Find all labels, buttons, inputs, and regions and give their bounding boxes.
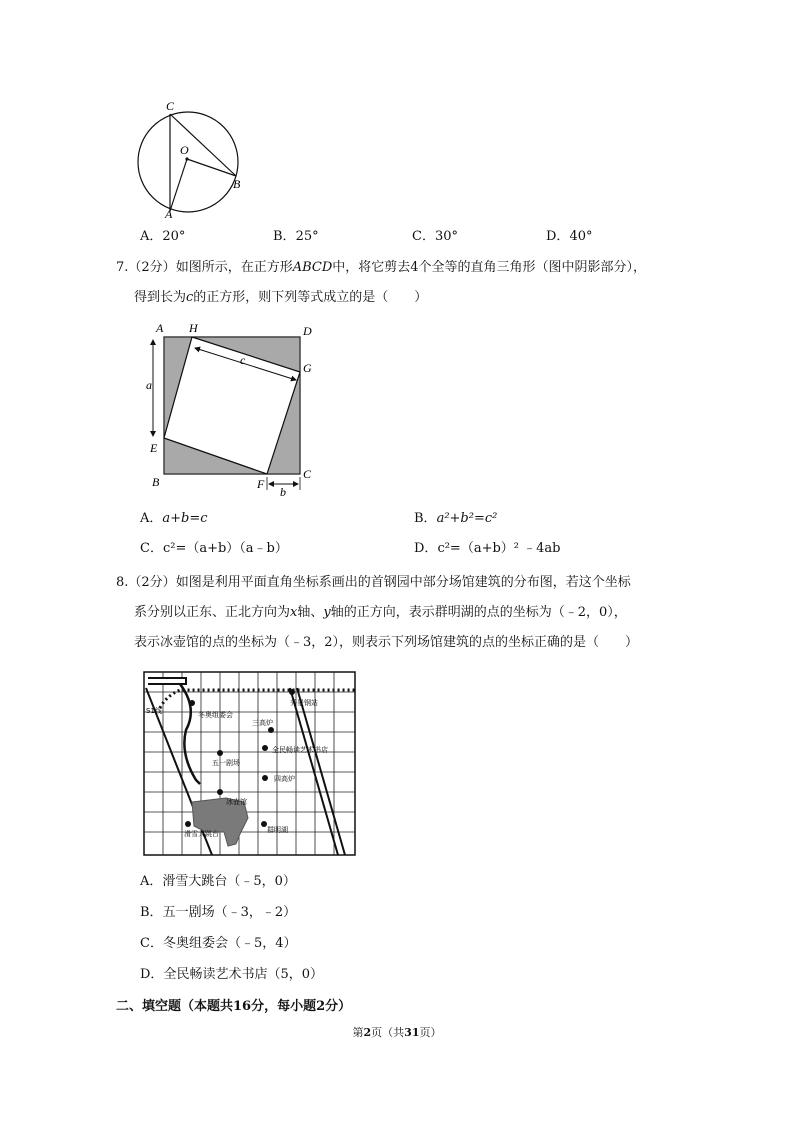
label-a: A [165,207,173,220]
map-label-big-air: 滑雪大跳台 [184,830,219,838]
map-label-s1: S1线 [146,707,162,715]
map-label-winter-olympics: 冬奥组委会 [198,711,233,719]
label-e: E [150,441,158,455]
label-c: C [166,99,175,113]
q6-option-a: A．20° [140,229,186,244]
circle [138,112,238,212]
coordinate-map [140,668,360,860]
map-label-qunming-lake: 群明湖 [267,826,288,834]
label-a-len: a [146,378,152,392]
q8-option-a: A．滑雪大跳台（﹣5，0） [140,874,296,889]
q8-option-d: D．全民畅读艺术书店（5，0） [140,967,323,982]
page-footer: 第2页（共31页） [352,1026,442,1039]
map-label-curling: 冰壶馆 [226,798,247,806]
radius-oa [170,159,187,211]
circle-figure [130,96,250,220]
section-heading: 二、填空题（本题共16分，每小题2分） [116,999,352,1014]
q8-stem-line2: 系分别以正东、正北方向为x轴、y轴的正方向，表示群明湖的点的坐标为（﹣2，0）， [134,605,627,620]
label-h: H [189,321,198,335]
q6-option-d: D．40° [546,229,593,244]
q8-option-b: B．五一剧场（﹣3，﹣2） [140,905,297,920]
map-label-furnace-4: 四高炉 [274,775,295,783]
q7-option-d: D．c²=（a+b）² ﹣4ab [414,541,561,556]
label-b-len: b [280,485,286,496]
label-g: G [303,361,312,375]
q7-option-b: B．a²+b²=c² [414,511,498,526]
label-b-point: B [152,475,160,489]
q6-option-b: B．25° [273,229,319,244]
q8-stem-line3: 表示冰壶馆的点的坐标为（﹣3，2），则表示下列场馆建筑的点的坐标正确的是（ ） [134,635,639,650]
label-c-point: C [303,467,312,481]
label-c-len: c [240,353,246,367]
q7-option-c: C．c²=（a+b）（a﹣b） [140,541,288,556]
q8-option-c: C．冬奥组委会（﹣5，4） [140,936,297,951]
map-label-bookstore: 全民畅读艺术书店 [272,746,328,754]
q7-option-a: A．a+b=c [140,511,208,526]
center-point [185,157,188,160]
map-label-station: 秀景钢站 [290,699,318,707]
label-o: O [180,143,189,157]
square-figure [140,318,330,496]
q7-stem-line1: 7.（2分）如图所示，在正方形ABCD中，将它剪去4个全等的直角三角形（图中阴影部分）， [116,260,647,275]
radius-ob [187,159,236,176]
label-f: F [257,477,265,491]
label-a-point: A [156,321,164,335]
top-road [148,678,186,684]
q6-option-c: C．30° [412,229,458,244]
map-label-furnace-3: 三高炉 [252,719,273,727]
label-d: D [303,324,312,338]
label-b: B [233,177,241,191]
q7-stem-line2: 得到长为c的正方形，则下列等式成立的是（ ） [134,290,428,305]
q8-stem-line1: 8.（2分）如图是利用平面直角坐标系画出的首钢园中部分场馆建筑的分布图，若这个坐标 [116,575,631,590]
map-label-wuyi-theatre: 五一剧场 [212,759,240,767]
